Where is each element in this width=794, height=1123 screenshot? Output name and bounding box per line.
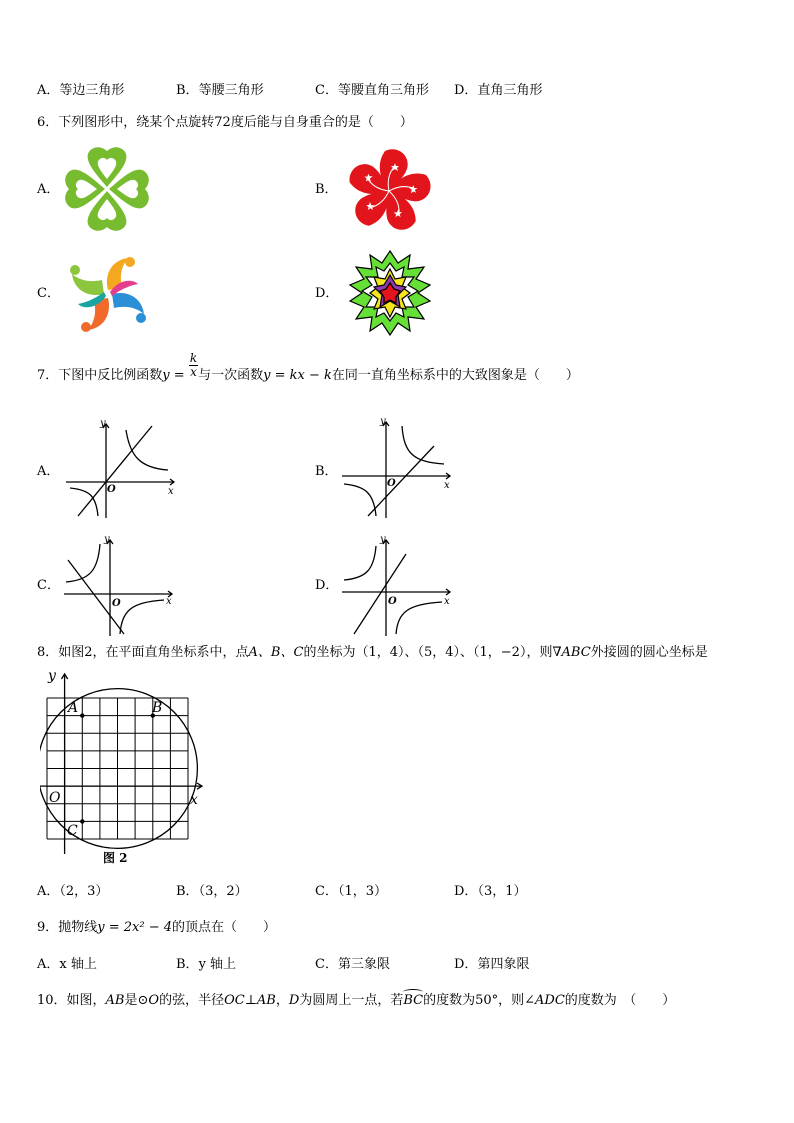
x-axis-label: x <box>444 480 450 491</box>
q9-option-d[interactable]: D．第四象限 <box>454 957 530 972</box>
x-axis-label: x <box>444 596 450 607</box>
point-c-label: C <box>67 823 78 839</box>
origin-label: O <box>112 598 121 609</box>
colorful-pinwheel-logo-icon <box>62 252 156 334</box>
arc-bc: BC <box>403 993 424 1008</box>
y-axis-label: y <box>48 668 56 684</box>
q9-option-c[interactable]: C．第三象限 <box>315 957 390 972</box>
star-mandala-icon <box>343 250 437 336</box>
q7-stem: 7．下图中反比例函数y = $\frac{k}{x}$ 与一次函数y = kx − k在同一直角坐标系中的大致图象是（ ） <box>37 351 579 383</box>
origin-label: O <box>387 478 396 489</box>
q5-option-c[interactable]: C．等腰直角三角形 <box>315 83 429 98</box>
origin-label: O <box>388 596 397 607</box>
q9-stem: 9．抛物线y = 2x² − 4的顶点在（ ） <box>37 920 277 935</box>
q7-graph-d <box>338 534 456 638</box>
four-leaf-clover-icon <box>60 143 154 235</box>
q9-option-a[interactable]: A．x 轴上 <box>37 957 97 972</box>
y-axis-label: y <box>100 418 106 429</box>
x-axis-label: x <box>166 596 172 607</box>
q8-figure-grid <box>40 668 210 868</box>
q8-option-d[interactable]: D．（3，1） <box>454 884 527 899</box>
origin-label: O <box>49 790 61 806</box>
q7-graph-b <box>338 416 456 520</box>
q6-label-a[interactable]: A． <box>37 182 60 197</box>
q6-label-b[interactable]: B． <box>315 182 338 197</box>
q8-option-b[interactable]: B．（3，2） <box>176 884 248 899</box>
point-a-label: A <box>68 700 79 716</box>
q7-label-c[interactable]: C． <box>37 578 60 593</box>
x-axis-label: x <box>190 792 198 808</box>
x-axis-label: x <box>168 486 174 497</box>
fraction-k-over-x: $\frac{k}{x}$ <box>189 351 198 379</box>
q8-option-a[interactable]: A．（2，3） <box>37 884 109 899</box>
q7-graph-a <box>60 416 178 520</box>
origin-label: O <box>107 484 116 495</box>
q6-label-d[interactable]: D． <box>315 286 339 301</box>
y-axis-label: y <box>104 534 110 545</box>
q5-option-a[interactable]: A．等边三角形 <box>37 83 125 98</box>
point-b-label: B <box>152 700 163 716</box>
q6-stem: 6．下列图形中，绕某个点旋转72度后能与自身重合的是（ ） <box>37 115 413 130</box>
q7-label-b[interactable]: B． <box>315 464 338 479</box>
y-axis-label: y <box>380 534 386 545</box>
q8-option-c[interactable]: C．（1，3） <box>315 884 387 899</box>
q7-label-d[interactable]: D． <box>315 578 339 593</box>
q7-label-a[interactable]: A． <box>37 464 60 479</box>
q7-graph-c <box>60 534 178 638</box>
q6-label-c[interactable]: C． <box>37 286 60 301</box>
figure-caption: 图 2 <box>103 851 128 865</box>
q10-stem: 10．如图，AB是⊙O的弦，半径OC⊥AB，D为圆周上一点，若BC的度数为50°，则∠ADC的度数为 （ ） <box>37 993 676 1008</box>
q9-option-b[interactable]: B．y 轴上 <box>176 957 237 972</box>
y-axis-label: y <box>380 416 386 427</box>
q5-option-b[interactable]: B．等腰三角形 <box>176 83 264 98</box>
bauhinia-flower-icon <box>339 143 439 236</box>
q5-option-d[interactable]: D．直角三角形 <box>454 83 543 98</box>
q8-stem: 8．如图2，在平面直角坐标系中，点A、B、C的坐标为（1，4）、（5，4）、（1，−2），则∇ABC外接圆的圆心坐标是 <box>37 645 708 660</box>
